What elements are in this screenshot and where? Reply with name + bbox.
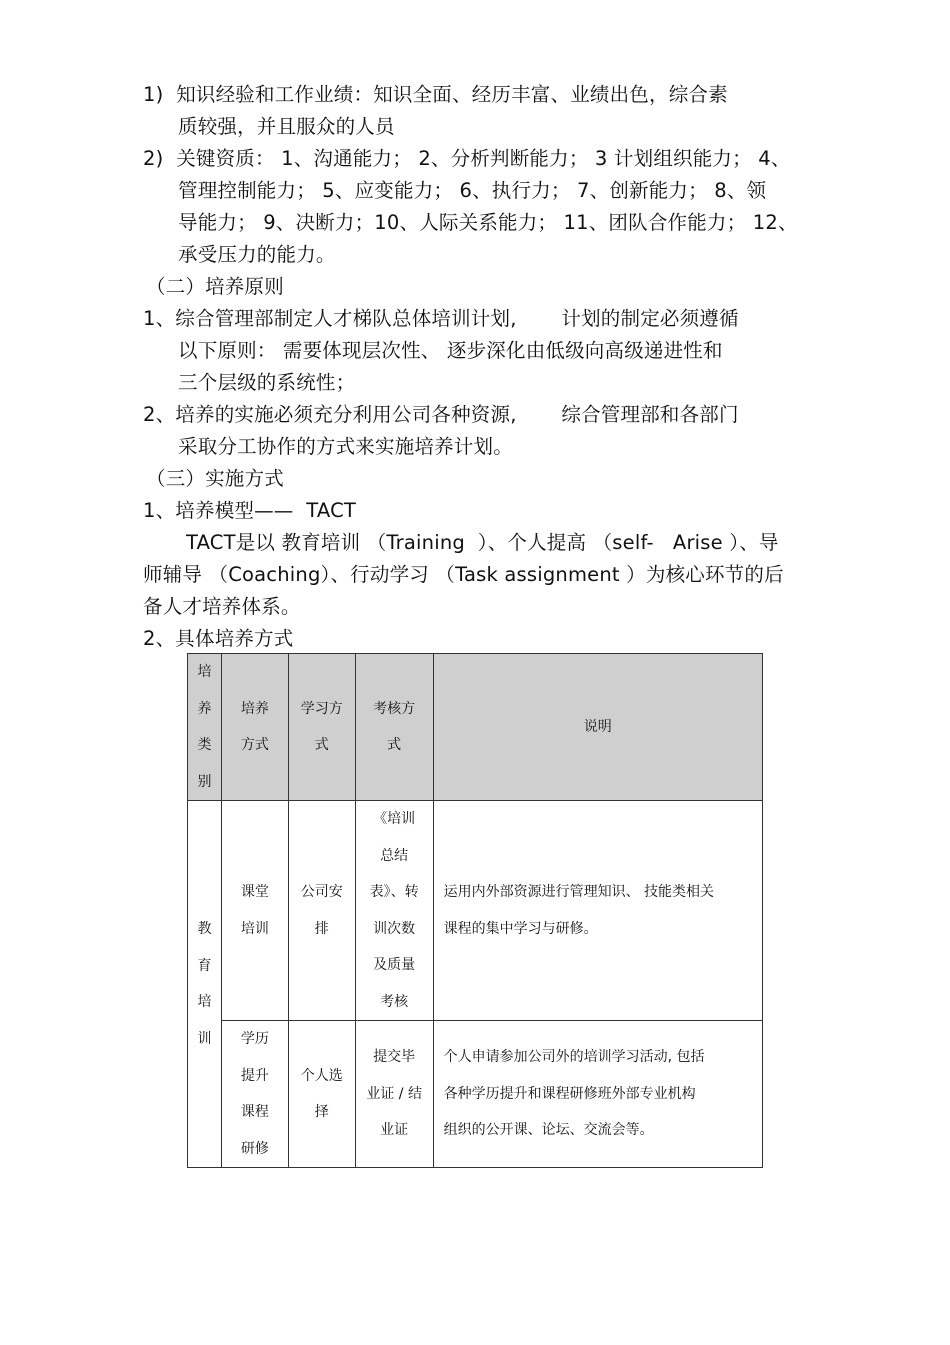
header-assessment: 考核方 式 — [355, 654, 433, 801]
list-item-1: 1) 知识经验和工作业绩：知识全面、经历丰富、业绩出色，综合素 — [143, 83, 728, 106]
header-description: 说明 — [433, 654, 762, 801]
table-header-row — [188, 654, 763, 801]
assessment-cell: 《培训 总结 表》、转 训次数 及质量 考核 — [355, 801, 433, 1021]
method-cell: 课堂 培训 — [221, 801, 288, 1021]
principle-1-cont-2: 三个层级的系统性； — [178, 371, 356, 394]
section-heading-2: （二）培养原则 — [146, 275, 284, 298]
description-cell: 个人申请参加公司外的培训学习活动, 包括 各种学历提升和课程研修班外部专业机构 组织的公开课、论坛、交流会等。 — [433, 1021, 762, 1168]
principle-1-cont-1: 以下原则： 需要体现层次性、 逐步深化由低级向高级递进性和 — [178, 339, 723, 362]
description-cell: 运用内外部资源进行管理知识、 技能类相关 课程的集中学习与研修。 — [433, 801, 762, 1021]
section-heading-3: （三）实施方式 — [146, 467, 284, 490]
learning-cell: 公司安 排 — [288, 801, 355, 1021]
principle-2: 2、培养的实施必须充分利用公司各种资源, 综合管理部和各部门 — [143, 403, 739, 426]
list-item-2-cont-1: 管理控制能力； 5、应变能力； 6、执行力； 7、创新能力； 8、领 — [178, 179, 767, 202]
methods-heading: 2、具体培养方式 — [143, 627, 294, 650]
principle-2-cont: 采取分工协作的方式来实施培养计划。 — [178, 435, 513, 458]
header-category: 培 养 类 别 — [188, 654, 222, 801]
list-item-1-cont: 质较强，并且服众的人员 — [178, 115, 395, 138]
learning-cell: 个人选 择 — [288, 1021, 355, 1168]
tact-paragraph-2: 师辅导 （Coaching）、行动学习 （Task assignment ）为核心环节的后 — [143, 563, 784, 586]
header-learning: 学习方 式 — [288, 654, 355, 801]
method-cell: 学历 提升 课程 研修 — [221, 1021, 288, 1168]
list-item-2-cont-3: 承受压力的能力。 — [178, 243, 336, 266]
assessment-cell: 提交毕 业证 / 结 业证 — [355, 1021, 433, 1168]
list-item-2: 2) 关键资质： 1、沟通能力； 2、分析判断能力； 3 计划组织能力； 4、 — [143, 147, 791, 170]
principle-1: 1、综合管理部制定人才梯队总体培训计划, 计划的制定必须遵循 — [143, 307, 739, 330]
tact-paragraph-1: TACT是以 教育培训 （Training ）、个人提高 （self- Arise ）、导 — [186, 531, 779, 554]
category-cell: 教 育 培 训 — [188, 801, 222, 1168]
header-method: 培养 方式 — [221, 654, 288, 801]
list-item-2-cont-2: 导能力； 9、决断力；10、人际关系能力； 11、团队合作能力； 12、 — [178, 211, 798, 234]
table-row — [188, 1021, 763, 1168]
model-heading: 1、培养模型—— TACT — [143, 499, 357, 522]
table-row — [188, 801, 763, 1021]
training-methods-table — [187, 653, 763, 1168]
tact-paragraph-3: 备人才培养体系。 — [143, 595, 301, 618]
